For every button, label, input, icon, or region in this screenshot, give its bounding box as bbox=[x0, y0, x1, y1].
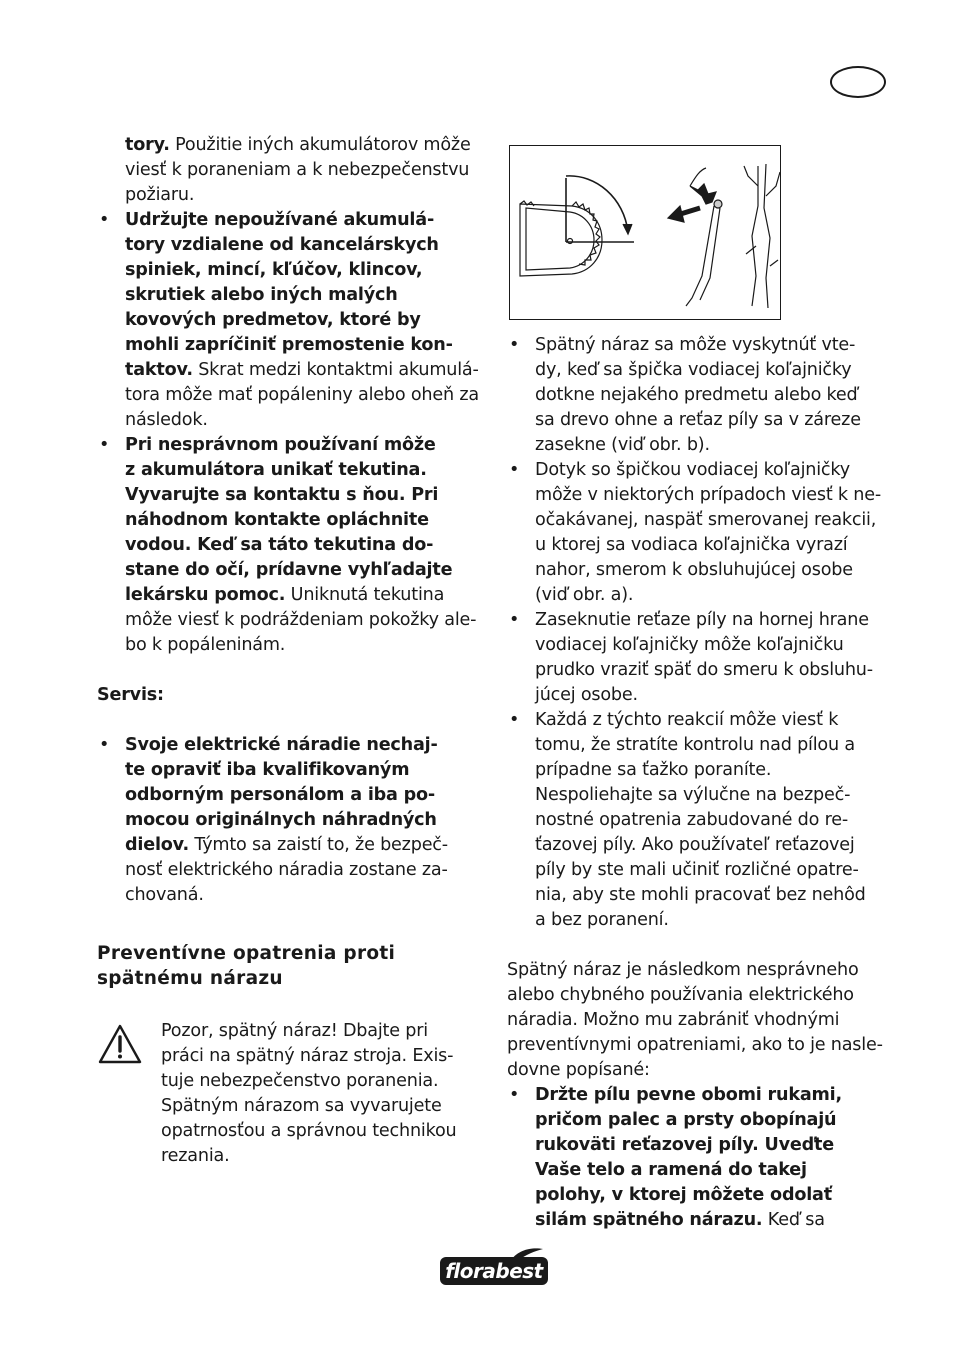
bullet-chain-pinch bbox=[507, 608, 892, 708]
text-line: dy, keď sa špička vodiacej koľajničky bbox=[535, 360, 852, 380]
text-line: môže v niektorých prípadoch viesť k ne- bbox=[535, 485, 882, 505]
text-line: tora môže mať popáleniny alebo oheň za bbox=[125, 385, 479, 405]
text-line: zasekne (viď obr. b). bbox=[535, 435, 710, 455]
bold-text: vodou. Keď sa táto tekutina do- bbox=[125, 535, 434, 555]
bullet-battery-storage bbox=[97, 208, 483, 433]
bold-text: Vaše telo a ramená do takej bbox=[535, 1160, 807, 1180]
bullet-dot: • bbox=[509, 710, 520, 730]
section-heading: spätnému nárazu bbox=[97, 968, 283, 989]
warning-triangle-icon bbox=[97, 1023, 143, 1065]
bullet-dot: • bbox=[99, 435, 110, 455]
bold-text: taktov. bbox=[125, 360, 193, 380]
text-line: Spätný náraz je následkom nesprávneho bbox=[507, 960, 859, 980]
bullet-dot: • bbox=[509, 1085, 520, 1105]
text-line: Pozor, spätný náraz! Dbajte pri bbox=[161, 1021, 428, 1041]
bold-text: dielov. bbox=[125, 835, 189, 855]
text-line: u ktorej sa vodiaca koľajnička vyrazí bbox=[535, 535, 848, 555]
right-column bbox=[507, 333, 892, 1233]
text-line: Spätný náraz sa môže vyskytnúť vte- bbox=[535, 335, 856, 355]
text-line: píly by ste mali učiniť rozličné opatre- bbox=[535, 860, 859, 880]
bold-text: mohli zapríčiniť premostenie kon- bbox=[125, 335, 453, 355]
bullet-loss-of-control bbox=[507, 708, 892, 933]
bold-text: skrutiek alebo iných malých bbox=[125, 285, 398, 305]
language-marker-oval bbox=[830, 66, 886, 98]
text-line: tuje nebezpečenstvo poranenia. bbox=[161, 1071, 439, 1091]
bold-text: odborným personálom a iba po- bbox=[125, 785, 436, 805]
bullet-kickback-occurs bbox=[507, 333, 892, 458]
text-line: Nespoliehajte sa výlučne na bezpeč- bbox=[535, 785, 851, 805]
bold-text: kovových predmetov, ktoré by bbox=[125, 310, 421, 330]
bold-text: Pri nesprávnom používaní môže bbox=[125, 435, 436, 455]
bold-text: spiniek, mincí, kľúčov, klincov, bbox=[125, 260, 423, 280]
text-line: a bez poranení. bbox=[535, 910, 669, 930]
bold-text: Udržujte nepoužívané akumulá- bbox=[125, 210, 435, 230]
text-line: preventívnymi opatreniami, ako to je nasle- bbox=[507, 1035, 883, 1055]
kickback-paragraph bbox=[507, 958, 892, 1083]
bold-text: polohy, v ktorej môžete odolať bbox=[535, 1185, 832, 1205]
text: Skrat medzi kontaktmi akumulá- bbox=[192, 360, 479, 380]
text-line: vodiacej koľajničky môže koľajničku bbox=[535, 635, 844, 655]
bold-text: tory. bbox=[125, 135, 170, 155]
bullet-dot: • bbox=[509, 460, 520, 480]
text-line: rezania. bbox=[161, 1146, 230, 1166]
text-line: tomu, že stratíte kontrolu nad pílou a bbox=[535, 735, 855, 755]
bold-text: pričom palec a prsty obopínajú bbox=[535, 1110, 837, 1130]
brand-name: florabest bbox=[445, 1259, 543, 1283]
bold-text: mocou originálnych náhradných bbox=[125, 810, 437, 830]
text-line: chovaná. bbox=[125, 885, 204, 905]
text-line: dotkne nejakého predmetu alebo keď bbox=[535, 385, 858, 405]
text-line: nostné opatrenia zabudované do re- bbox=[535, 810, 849, 830]
bold-text: z akumulátora unikať tekutina. bbox=[125, 460, 427, 480]
text-line: nahor, smerom k obsluhujúcej osobe bbox=[535, 560, 853, 580]
text-line: požiaru. bbox=[125, 185, 195, 205]
bullet-battery-liquid bbox=[97, 433, 483, 658]
text: Uniknutá tekutina bbox=[285, 585, 445, 605]
bold-text: Vyvarujte sa kontaktu s ňou. Pri bbox=[125, 485, 439, 505]
text-line: následok. bbox=[125, 410, 208, 430]
text-line: môže viesť k podráždeniam pokožky ale- bbox=[125, 610, 477, 630]
bullet-dot: • bbox=[99, 735, 110, 755]
text-line: bo k popáleninám. bbox=[125, 635, 286, 655]
bullet-hold-saw bbox=[507, 1083, 892, 1233]
text-line: sa drevo ohne a reťaz píly sa v záreze bbox=[535, 410, 861, 430]
text-line: očakávanej, naspäť smerovanej reakcii, bbox=[535, 510, 877, 530]
text-line: Každá z týchto reakcií môže viesť k bbox=[535, 710, 839, 730]
bullet-service bbox=[97, 733, 483, 908]
text-line: opatrnosťou a správnou technikou bbox=[161, 1121, 457, 1141]
text-line: prípadne sa ťažko poraníte. bbox=[535, 760, 772, 780]
text-line: ťazovej píly. Ako používateľ reťazovej bbox=[535, 835, 855, 855]
text-line: Zaseknutie reťaze píly na hornej hrane bbox=[535, 610, 869, 630]
bold-text: náhodnom kontakte opláchnite bbox=[125, 510, 429, 530]
text-line: dovne popísané: bbox=[507, 1060, 650, 1080]
text-line: alebo chybného používania elektrického bbox=[507, 985, 854, 1005]
text: Použitie iných akumulátorov môže bbox=[169, 135, 471, 155]
text-line: práci na spätný náraz stroja. Exis- bbox=[161, 1046, 454, 1066]
bullet-tip-contact bbox=[507, 458, 892, 608]
bold-text: silám spätného nárazu. bbox=[535, 1210, 763, 1230]
bold-text: stane do očí, prídavne vyhľadajte bbox=[125, 560, 453, 580]
bold-text: Držte pílu pevne obomi rukami, bbox=[535, 1085, 842, 1105]
text-line: prudko vraziť späť do smeru k obsluhu- bbox=[535, 660, 873, 680]
bold-text: rukoväti reťazovej píly. Uveďte bbox=[535, 1135, 834, 1155]
bold-text: Svoje elektrické náradie nechaj- bbox=[125, 735, 438, 755]
text-line: náradia. Možno mu zabrániť vhodnými bbox=[507, 1010, 840, 1030]
text-line: júcej osobe. bbox=[535, 685, 638, 705]
text: Keď sa bbox=[762, 1210, 825, 1230]
servis-heading: Servis: bbox=[97, 685, 164, 705]
bullet-dot: • bbox=[509, 335, 520, 355]
text-line: (viď obr. a). bbox=[535, 585, 634, 605]
bullet-dot: • bbox=[99, 210, 110, 230]
bold-text: te opraviť iba kvalifikovaným bbox=[125, 760, 410, 780]
text-line: Spätným nárazom sa vyvarujete bbox=[161, 1096, 442, 1116]
text-line: viesť k poraneniam a k nebezpečenstvu bbox=[125, 160, 470, 180]
kickback-illustration-icon bbox=[510, 146, 780, 319]
continued-paragraph bbox=[97, 133, 483, 208]
text-line: nia, aby ste mohli pracovať bez nehôd bbox=[535, 885, 866, 905]
florabest-logo bbox=[439, 1247, 551, 1289]
bold-text: lekársku pomoc. bbox=[125, 585, 286, 605]
text-line: Dotyk so špičkou vodiacej koľajničky bbox=[535, 460, 850, 480]
text-line: nosť elektrického náradia zostane za- bbox=[125, 860, 448, 880]
text: Týmto sa zaistí to, že bezpeč- bbox=[189, 835, 448, 855]
kickback-figure bbox=[509, 145, 781, 320]
left-column bbox=[97, 133, 483, 1169]
section-heading: Preventívne opatrenia proti bbox=[97, 943, 396, 964]
bold-text: tory vzdialene od kancelárskych bbox=[125, 235, 439, 255]
bullet-dot: • bbox=[509, 610, 520, 630]
warning-block bbox=[97, 1019, 483, 1169]
